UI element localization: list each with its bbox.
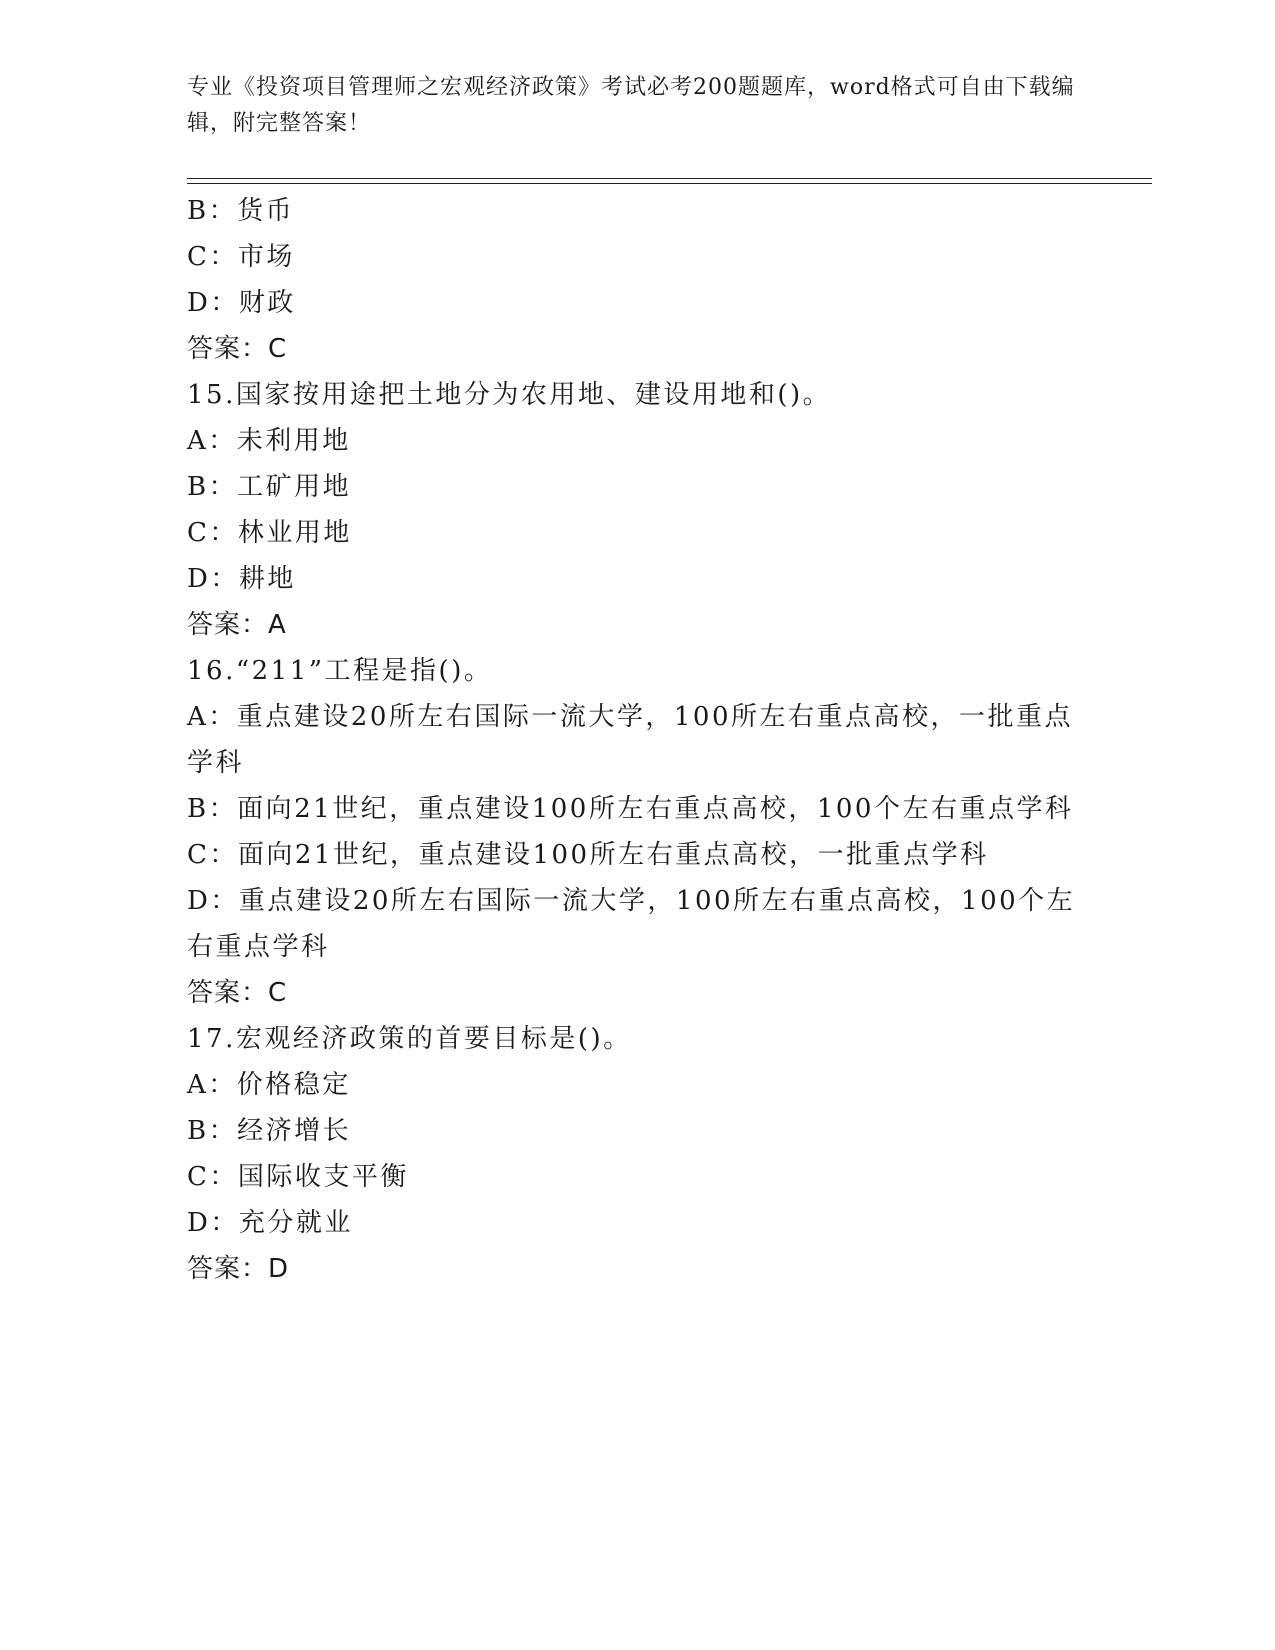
question-stem: 16.“211”工程是指()。 [187,656,493,686]
option-d: D：重点建设20所左右国际一流大学，100所左右重点高校，100个左右重点学科 [187,886,1076,962]
option-c: C：国际收支平衡 [187,1162,409,1192]
option-d: D：财政 [187,288,296,318]
header-rule-top [187,178,1152,179]
answer-line: 答案：D [187,1254,290,1284]
document-body [187,188,1087,1292]
document-header: 专业《投资项目管理师之宏观经济政策》考试必考200题题库，word格式可自由下载编辑，附完整答案！ [187,75,1075,136]
answer-line: 答案：C [187,334,288,364]
option-b: B：工矿用地 [187,472,352,502]
answer-line: 答案：A [187,610,287,640]
option-b: B：面向21世纪，重点建设100所左右重点高校，100个左右重点学科 [187,794,1074,824]
option-c: C：市场 [187,242,295,272]
option-c: C：面向21世纪，重点建设100所左右重点高校，一批重点学科 [187,840,989,870]
question-16 [187,648,1087,1016]
option-a: A：未利用地 [187,426,351,456]
carryover-question [187,188,1087,372]
option-b: B：经济增长 [187,1116,352,1146]
question-17 [187,1016,1087,1292]
option-d: D：充分就业 [187,1208,353,1238]
question-15 [187,372,1087,648]
question-stem: 15.国家按用途把土地分为农用地、建设用地和()。 [187,380,832,410]
option-d: D：耕地 [187,564,296,594]
question-stem: 17.宏观经济政策的首要目标是()。 [187,1024,632,1054]
option-a: A：重点建设20所左右国际一流大学，100所左右重点高校，一批重点学科 [187,702,1073,778]
header-rule-bottom [187,183,1152,184]
option-a: A：价格稳定 [187,1070,351,1100]
answer-line: 答案：C [187,978,288,1008]
option-c: C：林业用地 [187,518,352,548]
option-b: B：货币 [187,196,295,226]
